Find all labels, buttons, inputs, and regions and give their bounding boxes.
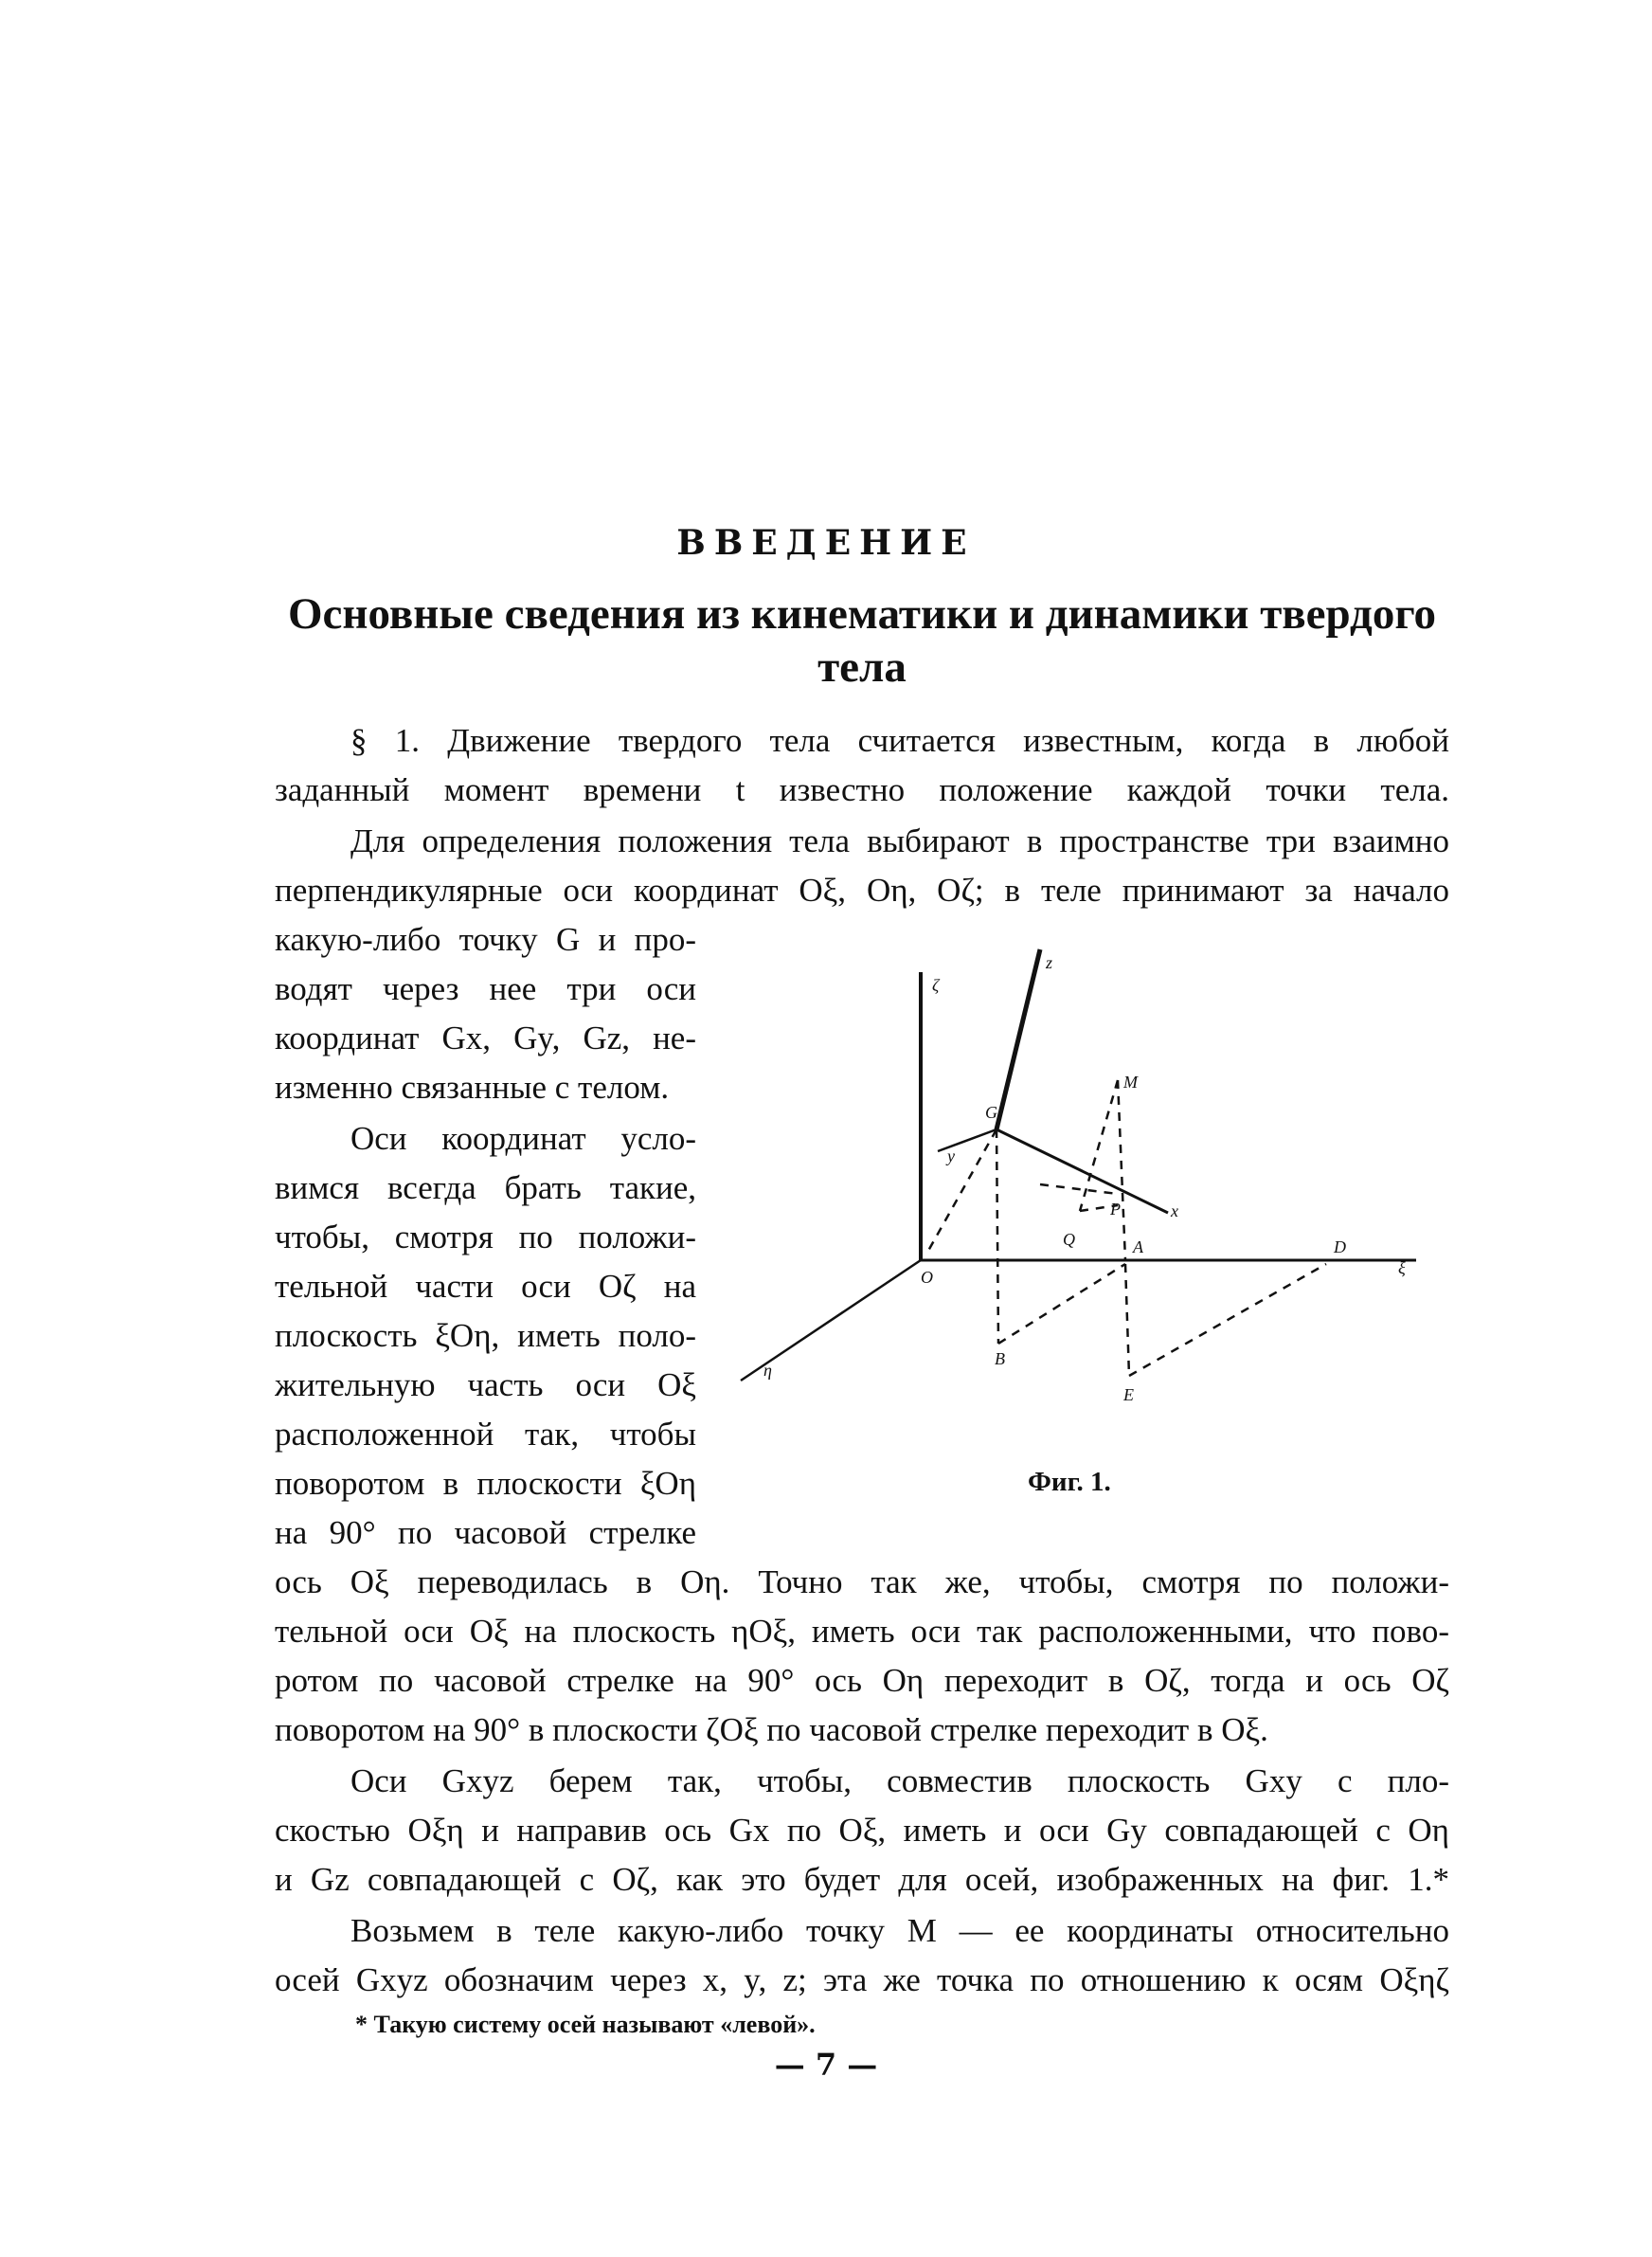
label-M: M bbox=[1123, 1073, 1138, 1092]
text-line: Оси Gxyz берем так, чтобы, совместив плоскость Gxy с пло- bbox=[350, 1762, 1449, 1799]
label-P: P bbox=[1110, 1200, 1121, 1219]
page-number: — 7 — bbox=[774, 2047, 878, 2083]
label-xi: ξ bbox=[1398, 1258, 1406, 1277]
text-line: чтобы, смотря по положи- bbox=[275, 1219, 696, 1255]
text-line: вимся всегда брать такие, bbox=[275, 1169, 696, 1206]
label-y: y bbox=[947, 1147, 955, 1165]
text-line: § 1. Движение твердого тела считается известным, когда в любой bbox=[350, 722, 1449, 759]
label-zeta: ζ bbox=[932, 976, 940, 995]
label-B: B bbox=[995, 1349, 1005, 1368]
figure-caption: Фиг. 1. bbox=[1028, 1467, 1111, 1497]
text-line: водят через нее три оси bbox=[275, 970, 696, 1007]
text-line: тельной части оси Oζ на bbox=[275, 1268, 696, 1305]
text-line: скостью Oξη и направив ось Gx по Oξ, иметь и оси Gy совпадающей с Oη bbox=[275, 1812, 1449, 1849]
label-z: z bbox=[1046, 953, 1053, 972]
label-x: x bbox=[1171, 1201, 1178, 1220]
z-axis bbox=[997, 949, 1040, 1129]
text-line: ось Oξ переводилась в Oη. Точно так же, чтобы, смотря по положи- bbox=[275, 1563, 1449, 1600]
section-heading: ВВЕДЕНИЕ bbox=[676, 523, 976, 563]
coordinate-axes-figure bbox=[739, 938, 1459, 1440]
text-line: координат Gx, Gy, Gz, не- bbox=[275, 1020, 696, 1056]
figure-labels bbox=[763, 953, 1406, 1404]
text-line: Возьмем в теле какую-либо точку M — ее координаты относительно bbox=[350, 1912, 1449, 1949]
text-line: и Gz совпадающей с Oζ, как это будет для осей, изображенных на фиг. 1.* bbox=[275, 1861, 1449, 1898]
text-line: изменно связанные с телом. bbox=[275, 1069, 670, 1106]
text-line: перпендикулярные оси координат Oξ, Oη, Oζ; в теле принимают за начало bbox=[275, 872, 1449, 909]
text-line: расположенной так, чтобы bbox=[275, 1416, 696, 1453]
label-A: A bbox=[1133, 1237, 1143, 1256]
text-line: ротом по часовой стрелке на 90° ось Oη переходит в Oζ, тогда и ось Oζ bbox=[275, 1662, 1449, 1699]
text-line: Оси координат усло- bbox=[350, 1120, 696, 1157]
label-E: E bbox=[1123, 1385, 1134, 1404]
text-line: Для определения положения тела выбирают в пространстве три взаимно bbox=[350, 822, 1449, 859]
text-line: жительную часть оси Oξ bbox=[275, 1366, 696, 1403]
text-line: на 90° по часовой стрелке bbox=[275, 1514, 696, 1551]
text-line: тельной оси Oξ на плоскость ηOξ, иметь оси так расположенными, что пово- bbox=[275, 1613, 1449, 1650]
text-line: какую-либо точку G и про- bbox=[275, 921, 696, 958]
label-G: G bbox=[985, 1103, 997, 1122]
text-line: поворотом на 90° в плоскости ζOξ по часовой стрелке переходит в Oξ. bbox=[275, 1711, 1268, 1748]
text-line: заданный момент времени t известно положение каждой точки тела. bbox=[275, 771, 1449, 808]
footnote: * Такую систему осей называют «левой». bbox=[355, 2011, 816, 2038]
label-Q: Q bbox=[1063, 1230, 1075, 1249]
label-O: O bbox=[921, 1268, 933, 1287]
label-eta: η bbox=[763, 1361, 772, 1380]
label-D: D bbox=[1334, 1237, 1346, 1256]
construction-lines bbox=[928, 1080, 1326, 1376]
text-line: поворотом в плоскости ξOη bbox=[275, 1465, 696, 1502]
chapter-title: Основные сведения из кинематики и динамики твердого тела bbox=[288, 589, 1436, 692]
text-line: плоскость ξOη, иметь поло- bbox=[275, 1317, 696, 1354]
x-axis bbox=[997, 1129, 1168, 1213]
text-line: осей Gxyz обозначим через x, y, z; эта же точка по отношению к осям Oξηζ bbox=[275, 1961, 1449, 1998]
